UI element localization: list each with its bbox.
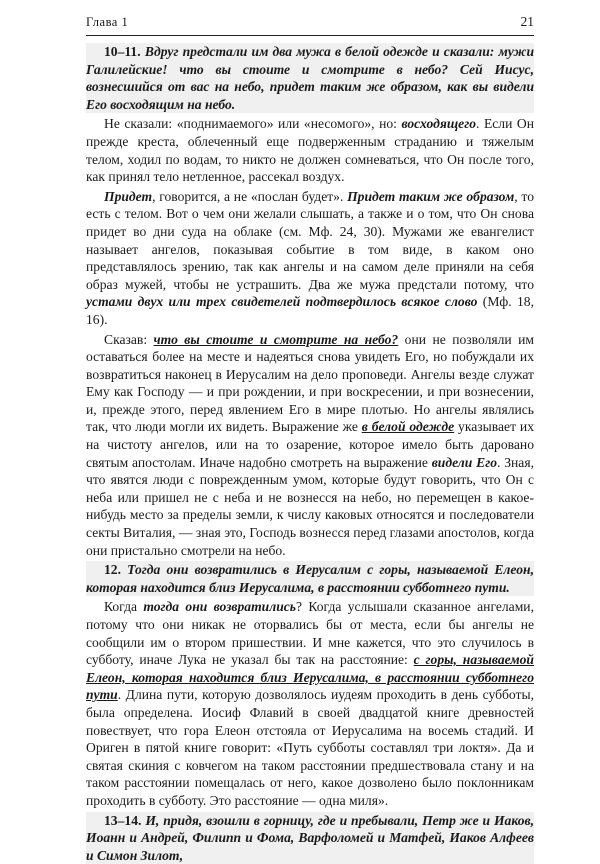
commentary-text: , говорится, а не «послан будет». — [152, 188, 348, 204]
commentary-text: . Зная, что явятся люди с поврежденным умом, которые будут говорить, что Он с неба или пришел не с неба и не вознесся на небо, но перемещен в какое-нибудь место за пределы земли, к числу каковых относятся и последователи секты Виталия, — зная это, Господь вознесся перед глазами апостолов, когда они пристально смотрели на небо. — [86, 454, 534, 558]
commentary-paragraph — [86, 188, 534, 329]
emphasized-quote: Придет — [104, 188, 153, 204]
header-rule — [86, 35, 534, 36]
emphasized-quote: тогда они возвратились — [143, 599, 297, 615]
commentary-text: . Длина пути, которую дозволялось иудеям проходить в день субботы, была определена. Иосиф Флавий в своей двадцатой книге древностей повествует, что гора Елеон отстояла от Иерусалима на восемь стадий. И Ориген в пятой книге говорит: «Путь субботы составлял три локтя». Да и святая скиния с ковчегом на таком расстоянии предшествовала стану и на таком расстоянии помещалась от него, какое дозволено было поклонникам проходить в субботу. Это расстояние — одна миля». — [86, 687, 534, 808]
verse-text: Тогда они возвратились в Иерусалим с горы, называемой Елеон, которая находится близ Иерусалима, в расстоянии субботнего пути. — [86, 562, 534, 595]
emphasized-quote: устами двух или трех свидетелей подтвердилось всякое слово — [86, 294, 478, 310]
commentary-text: указывает их на чистоту ангелов, или на то озарение, которое имело быть даровано святым апостолам. Иначе надобно смотреть на выражение — [86, 419, 534, 470]
commentary-text: . Если Он прежде креста, облеченный еще подверженным страданию и тяжелым телом, ходил по водам, то никто не должен сомневаться, что Он после того, как принял тело нетленное, рассекал воздух. — [86, 116, 534, 185]
commentary-text: Не сказали: «поднимаемого» или «несомого», но: — [104, 116, 402, 132]
page-number: 21 — [520, 14, 534, 29]
verse-number: 13–14. — [104, 812, 142, 828]
verse-text: И, придя, взошли в горницу, где и пребывали, Петр же и Иаков, Иоанн и Андрей, Филипп и Фома, Варфоломей и Матфей, Иаков Алфеев и Симон Зилот, — [86, 812, 534, 863]
commentary-text: Сказав: — [104, 331, 154, 347]
commentary-text: , то есть с телом. Вот о чем они желали слышать, а также и о том, что Он снова придет во дни суда на облаке (см. Мф. 24, 30). Мужами же евангелист называет ангелов, показывая событие в том виде, в каком оно представлялось зрению, так как ангелы и на самом деле приняли на себя образ мужей, чтобы не устрашить. Два же мужа предстали потому, что — [86, 188, 534, 292]
verse-heading — [86, 43, 534, 113]
running-header — [86, 14, 534, 32]
commentary-paragraph — [86, 331, 534, 560]
emphasized-quote: с горы, называемой Елеон, которая находится близ Иерусалима, в расстоянии субботнего пути — [86, 652, 534, 703]
emphasized-quote: в белой одежде — [361, 419, 455, 435]
verse-text: Вдруг предстали им два мужа в белой одежде и сказали: мужи Галилейские! что вы стоите и смотрите в небо? Сей Иисус, вознесшийся от вас на небо, придет таким же образом, как вы видели Его восходящим на небо. — [86, 44, 535, 112]
verse-number: 12. — [104, 562, 121, 578]
chapter-title: Глава 1 — [86, 15, 129, 29]
verse-heading — [86, 561, 534, 596]
emphasized-quote: Придет таким же образом — [347, 188, 515, 204]
commentary-text: они не позволяли им оставаться более на месте и надеяться снова увидеть Его, но побуждали их возвратиться наконец в Иерусалим на дело проповеди. Ангелы везде служат Ему как Господу — и при рождении, и при воскресении, и при вознесении, и, прежде этого, перед явлением Его в мире плотью. Но ангелы являлись так, что люди могли их видеть. Выражение же — [86, 331, 534, 435]
emphasized-quote: что вы стоите и смотрите на небо? — [153, 331, 399, 347]
verse-heading — [86, 812, 534, 864]
commentary-text: Когда — [104, 599, 144, 615]
page-body — [86, 43, 534, 864]
commentary-paragraph — [86, 115, 534, 185]
commentary-paragraph — [86, 598, 534, 809]
emphasized-quote: восходящего — [401, 116, 477, 132]
verse-number: 10–11. — [104, 44, 141, 59]
commentary-text: ? Когда услышали сказанное ангелами, потому что они никак не оторвались бы от места, если бы ангелы не сообщили им о втором пришествии. И мне кажется, что это случилось в субботу, иначе Лука не указал бы так на расстояние: — [86, 599, 534, 668]
emphasized-quote: видели Его — [431, 454, 498, 470]
commentary-text: (Мф. 18, 16). — [86, 294, 534, 327]
